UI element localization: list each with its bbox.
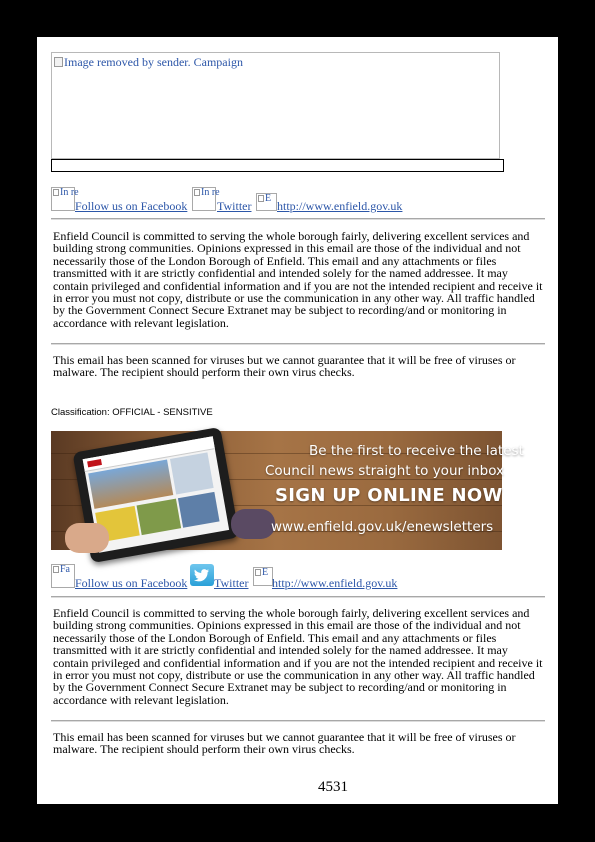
website-broken-icon[interactable]: E xyxy=(253,567,273,586)
campaign-image-placeholder xyxy=(51,52,500,159)
twitter-link[interactable]: Twitter xyxy=(217,199,252,213)
hand-left-illustration xyxy=(65,523,109,553)
facebook-link[interactable]: Follow us on Facebook xyxy=(75,576,188,590)
website-link[interactable]: http://www.enfield.gov.uk xyxy=(277,199,403,213)
page-number: 4531 xyxy=(318,779,348,795)
website-broken-icon[interactable]: E xyxy=(256,193,277,211)
facebook-broken-icon[interactable]: In re xyxy=(51,187,75,211)
virus-notice: This email has been scanned for viruses but we cannot guarantee that it will be free of viruses or malware. The recipient should perform their own virus checks. xyxy=(53,353,516,380)
divider xyxy=(51,596,545,598)
banner-line-1: Be the first to receive the latest xyxy=(309,443,524,459)
banner-line-4: www.enfield.gov.uk/enewsletters xyxy=(271,519,494,535)
broken-image-text: Image removed by sender. Campaign xyxy=(64,55,243,69)
banner-line-3: SIGN UP ONLINE NOW xyxy=(275,485,503,506)
divider xyxy=(51,343,545,345)
divider xyxy=(51,218,545,220)
sleeve-illustration xyxy=(231,509,275,539)
virus-notice: This email has been scanned for viruses but we cannot guarantee that it will be free of viruses or malware. The recipient should perform their own virus checks. xyxy=(53,730,516,757)
disclaimer-text: Enfield Council is committed to serving the whole borough fairly, delivering excellent services and building strong communities. Opinions expressed in this email are those of the individual and not necessarily those of the London Borough of Enfield. This email and any attachments or files transmitted with it are strictly confidential and intended solely for the named addressee. It may contain privileged and confidential information and if you are not the intended recipient and receive it in error you must not copy, distribute or use the communication in any other way. All traffic handled by the Government Connect Secure Extranet may be subject to recording/and or monitoring in accordance with relevant legislation. xyxy=(53,229,543,330)
newsletter-banner[interactable] xyxy=(51,431,524,550)
facebook-link[interactable]: Follow us on Facebook xyxy=(75,199,188,213)
website-link[interactable]: http://www.enfield.gov.uk xyxy=(272,576,398,590)
facebook-broken-icon[interactable]: Fa xyxy=(51,564,75,588)
classification-label: Classification: OFFICIAL - SENSITIVE xyxy=(51,407,213,418)
twitter-link[interactable]: Twitter xyxy=(214,576,249,590)
twitter-broken-icon[interactable]: In re xyxy=(192,187,216,211)
twitter-bird-icon[interactable] xyxy=(190,564,214,586)
divider xyxy=(51,720,545,722)
document-page xyxy=(37,37,558,804)
banner-line-2: Council news straight to your inbox xyxy=(265,463,505,479)
broken-image-icon xyxy=(54,57,63,67)
image-frame-bar xyxy=(51,159,504,172)
broken-image-label xyxy=(54,55,243,70)
disclaimer-text: Enfield Council is committed to serving the whole borough fairly, delivering excellent services and building strong communities. Opinions expressed in this email are those of the individual and not necessarily those of the London Borough of Enfield. This email and any attachments or files transmitted with it are strictly confidential and intended solely for the named addressee. It may contain privileged and confidential information and if you are not the intended recipient and receive it in error you must not copy, distribute or use the communication in any other way. All traffic handled by the Government Connect Secure Extranet may be subject to recording/and or monitoring in accordance with relevant legislation. xyxy=(53,606,543,707)
